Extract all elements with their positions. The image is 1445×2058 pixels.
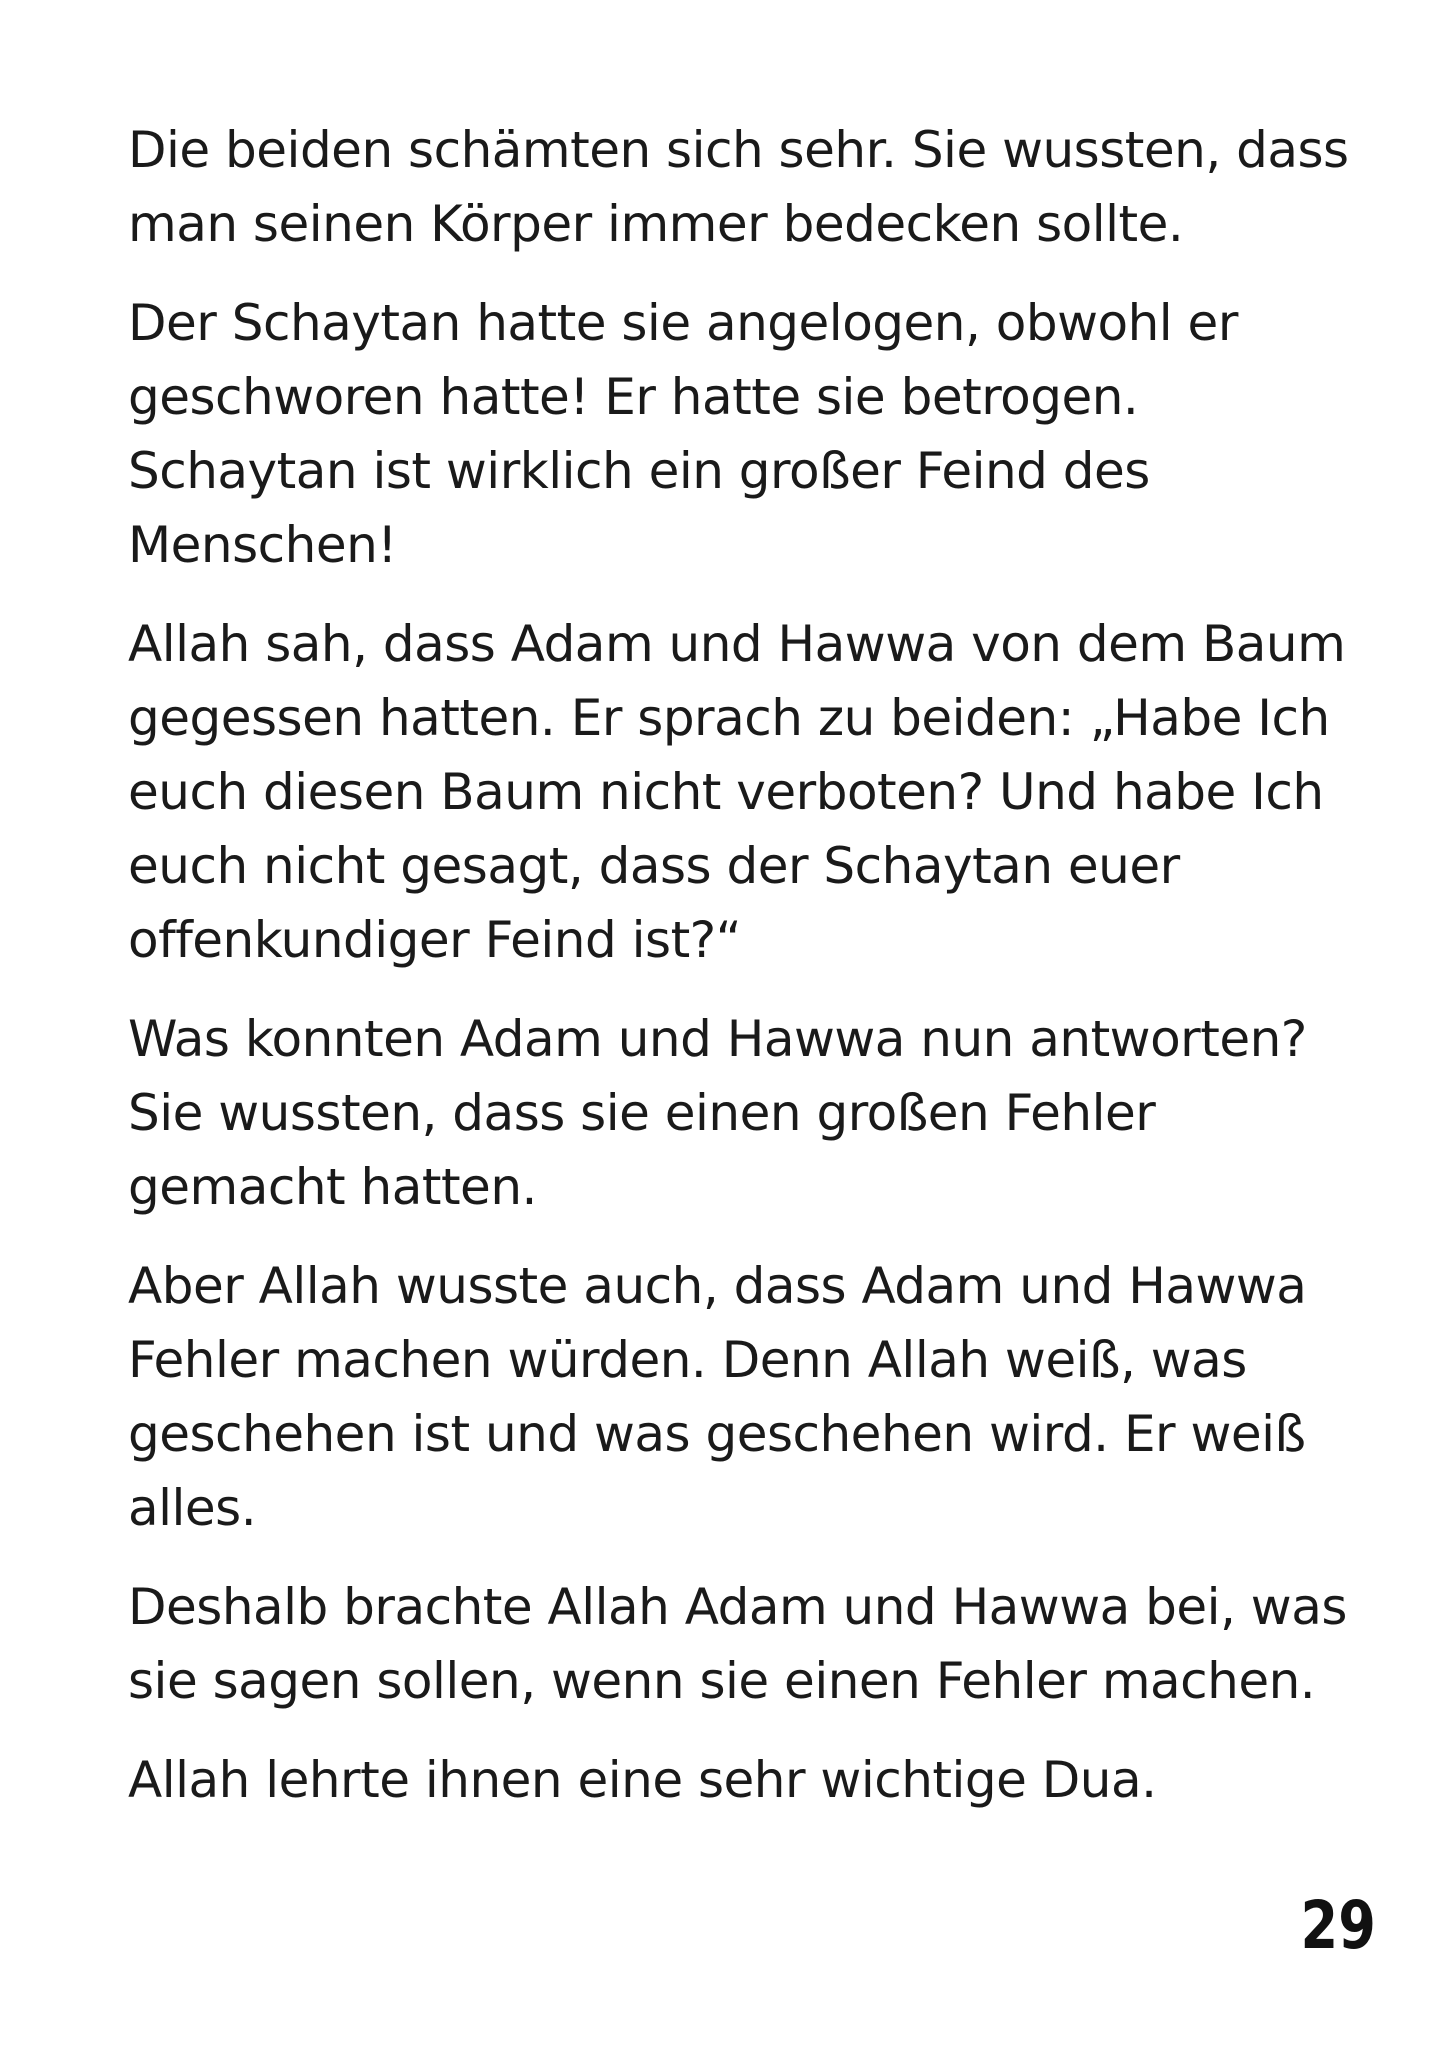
page-number: 29 (1300, 1887, 1376, 1964)
page-body (128, 113, 1358, 1842)
paragraph-schaytan-lied: Der Schaytan hatte sie angelogen, obwohl er geschworen hatte! Er hatte sie betrogen. Schaytan ist wirklich ein großer Feind des Menschen! (128, 294, 1238, 574)
paragraph-allah-knows: Aber Allah wusste auch, dass Adam und Hawwa Fehler machen würden. Denn Allah weiß, was geschehen ist und was geschehen wird. Er weiß alles. (128, 1257, 1307, 1537)
paragraph-allah-asked: Allah sah, dass Adam und Hawwa von dem Baum gegessen hatten. Er sprach zu beiden: „Habe Ich euch diesen Baum nicht verboten? Und habe Ich euch nicht gesagt, dass der Schaytan euer offenkundiger Feind ist?“ (128, 615, 1346, 969)
paragraph-mistake: Was konnten Adam und Hawwa nun antworten? Sie wussten, dass sie einen großen Fehler gemacht hatten. (128, 1010, 1307, 1216)
paragraph-taught-words: Deshalb brachte Allah Adam und Hawwa bei, was sie sagen sollen, wenn sie einen Fehler machen. (128, 1578, 1347, 1710)
paragraph-shame: Die beiden schämten sich sehr. Sie wussten, dass man seinen Körper immer bedecken sollte. (128, 121, 1349, 253)
paragraph-dua: Allah lehrte ihnen eine sehr wichtige Dua. (128, 1751, 1157, 1809)
